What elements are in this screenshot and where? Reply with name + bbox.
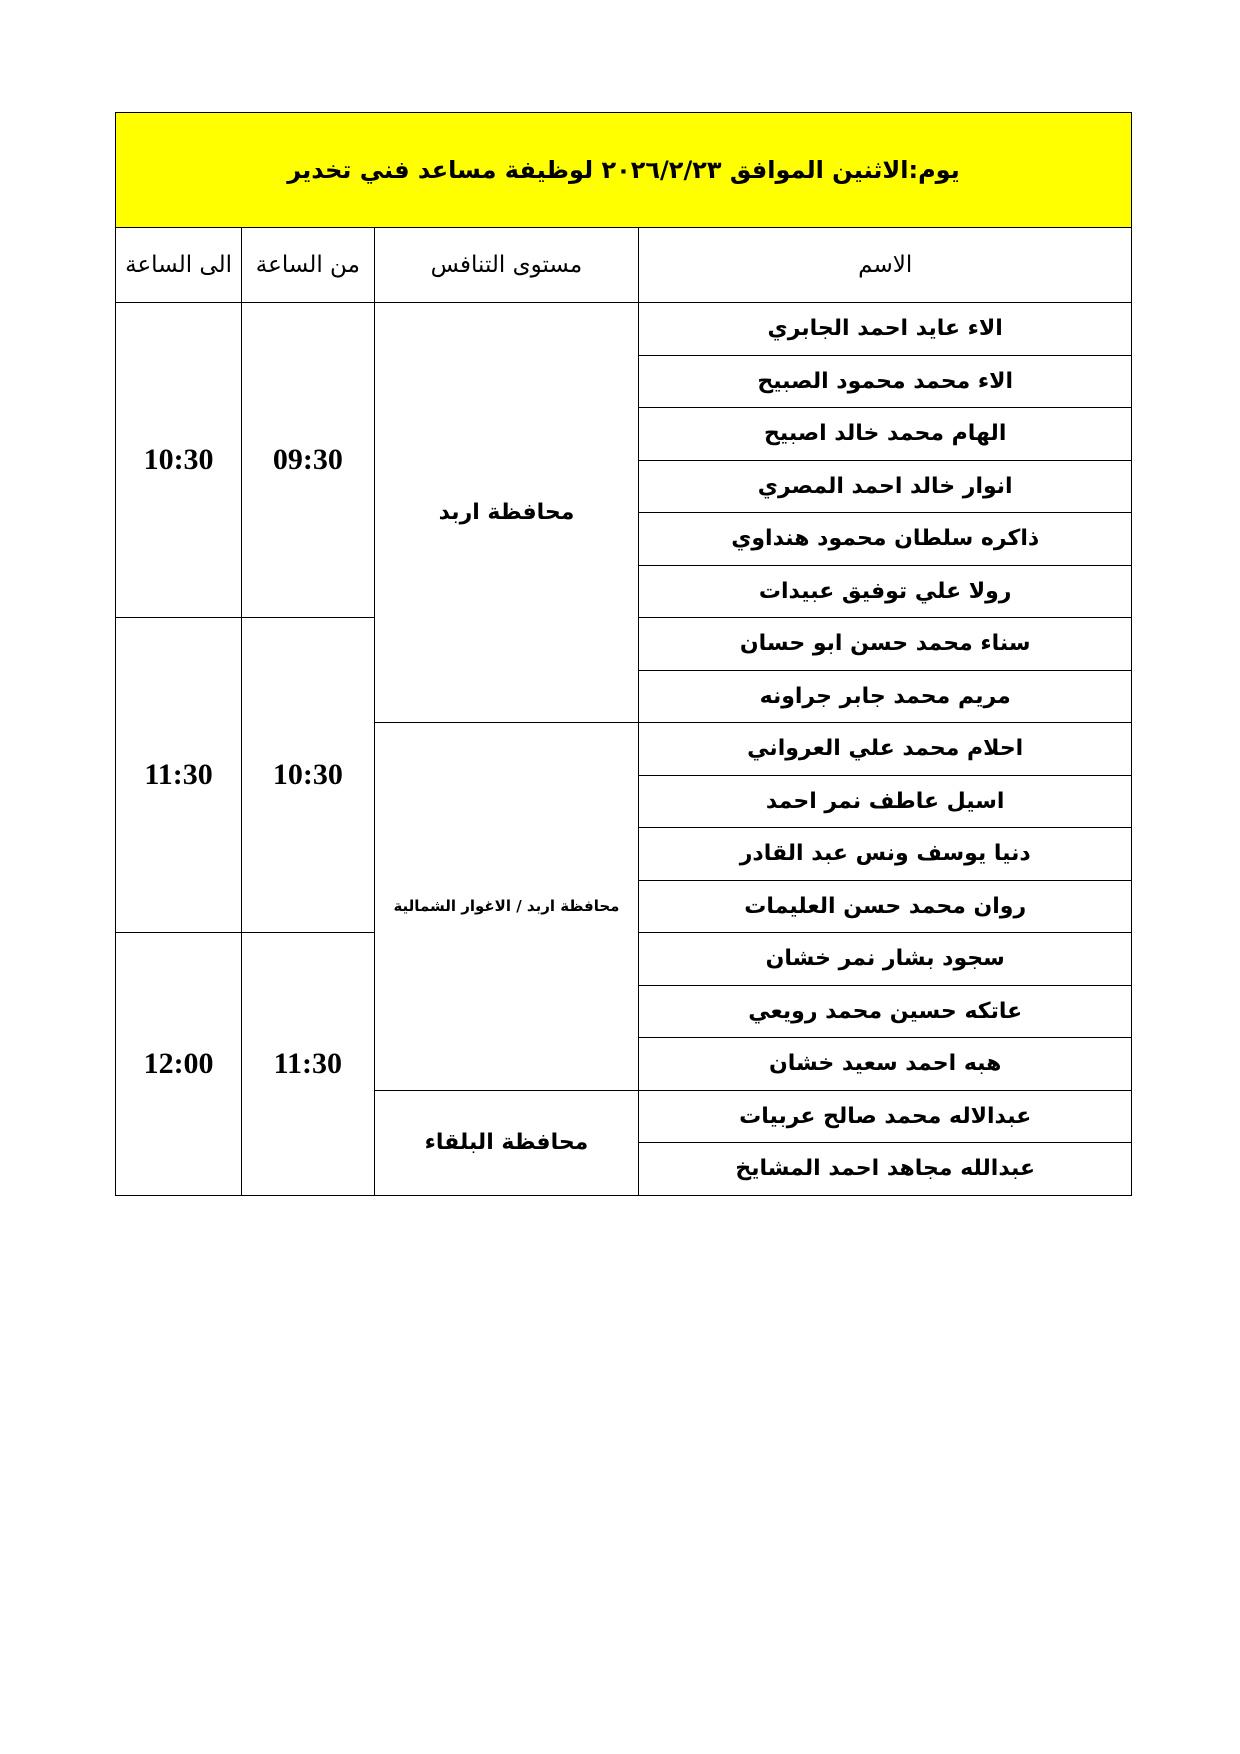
schedule-title: يوم:الاثنين الموافق ٢٠٢٦/٢/٢٣ لوظيفة مساعد فني تخدير xyxy=(116,113,1132,228)
name-cell: احلام محمد علي العرواني xyxy=(639,723,1132,776)
to-time: 10:30 xyxy=(116,303,242,618)
name-cell: سناء محمد حسن ابو حسان xyxy=(639,618,1132,671)
name-cell: عبدالاله محمد صالح عربيات xyxy=(639,1090,1132,1143)
name-cell: اسيل عاطف نمر احمد xyxy=(639,775,1132,828)
from-time: 09:30 xyxy=(242,303,374,618)
name-cell: هبه احمد سعيد خشان xyxy=(639,1038,1132,1091)
name-cell: انوار خالد احمد المصري xyxy=(639,460,1132,513)
to-time: 12:00 xyxy=(116,933,242,1196)
header-to: الى الساعة xyxy=(116,228,242,303)
level-cell: محافظة البلقاء xyxy=(374,1090,639,1195)
from-time: 11:30 xyxy=(242,933,374,1196)
name-cell: روان محمد حسن العليمات xyxy=(639,880,1132,933)
level-cell: محافظة اربد / الاغوار الشمالية xyxy=(374,723,639,1091)
name-cell: عاتكه حسين محمد رويعي xyxy=(639,985,1132,1038)
name-cell: الاء عايد احمد الجابري xyxy=(639,303,1132,356)
header-name: الاسم xyxy=(639,228,1132,303)
name-cell: عبدالله مجاهد احمد المشايخ xyxy=(639,1143,1132,1196)
name-cell: رولا علي توفيق عبيدات xyxy=(639,565,1132,618)
header-level: مستوى التنافس xyxy=(374,228,639,303)
name-cell: الهام محمد خالد اصبيح xyxy=(639,408,1132,461)
name-cell: سجود بشار نمر خشان xyxy=(639,933,1132,986)
name-cell: دنيا يوسف ونس عبد القادر xyxy=(639,828,1132,881)
from-time: 10:30 xyxy=(242,618,374,933)
name-cell: ذاكره سلطان محمود هنداوي xyxy=(639,513,1132,566)
schedule-table xyxy=(115,112,1132,1196)
name-cell: الاء محمد محمود الصبيح xyxy=(639,355,1132,408)
level-cell: محافظة اربد xyxy=(374,303,639,723)
header-from: من الساعة xyxy=(242,228,374,303)
name-cell: مريم محمد جابر جراونه xyxy=(639,670,1132,723)
to-time: 11:30 xyxy=(116,618,242,933)
